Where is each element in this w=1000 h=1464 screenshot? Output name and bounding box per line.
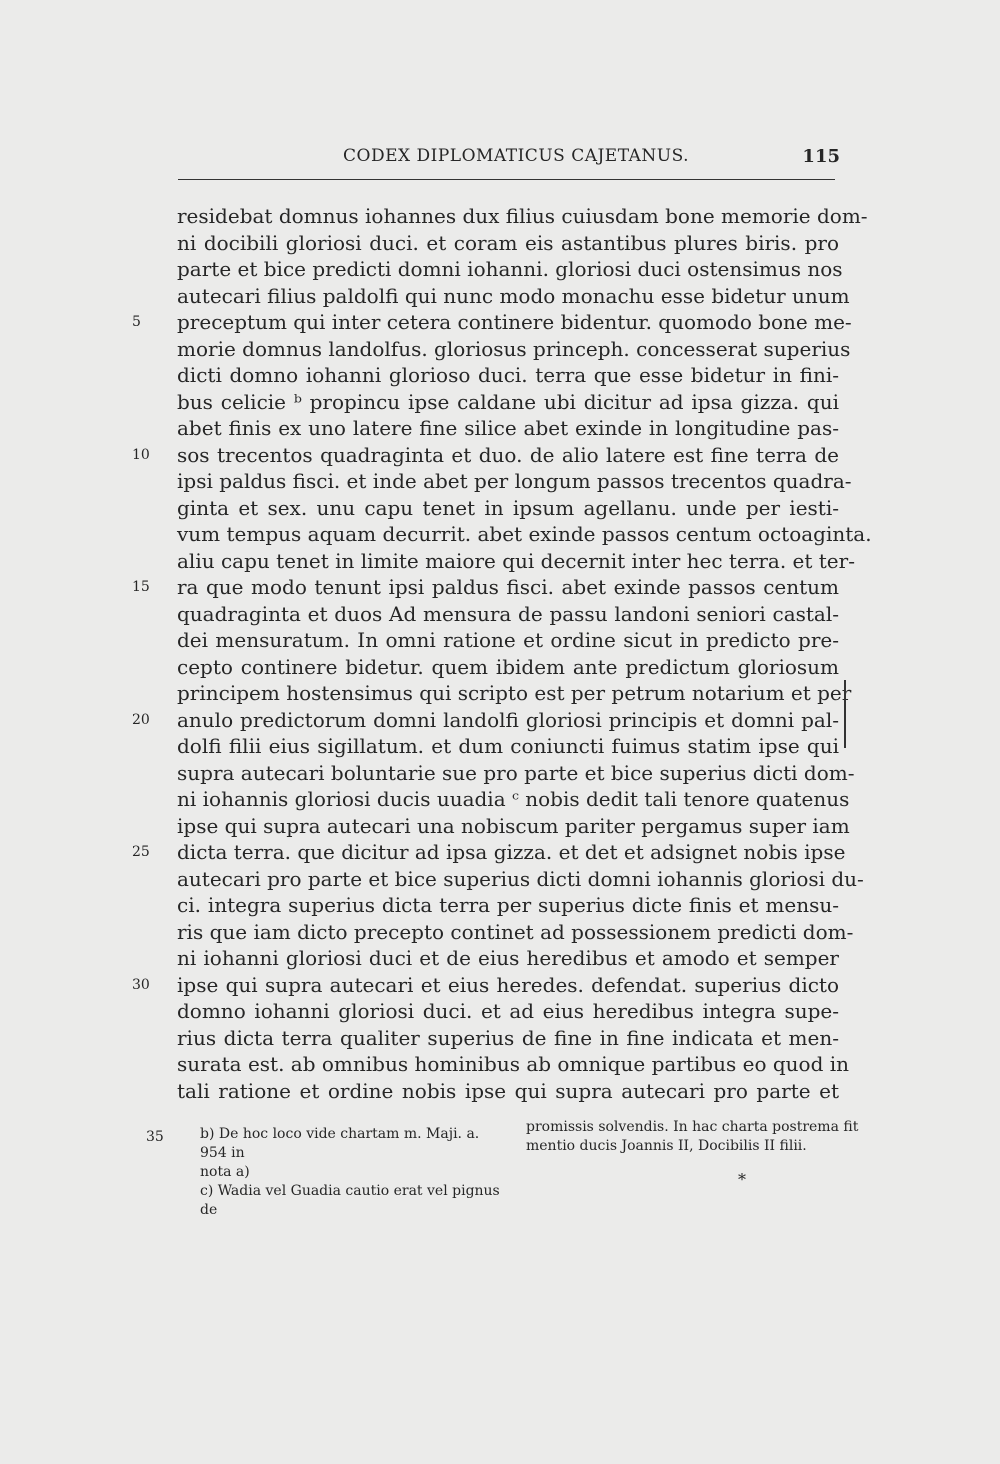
text-line: ipsi paldus fisci. et inde abet per longum passos trecentos quadra- xyxy=(177,469,852,493)
text-line: dicti domno iohanni glorioso duci. terra que esse bidetur in fini- xyxy=(177,363,839,387)
line-number-spacer xyxy=(132,919,172,946)
text-line: ipse qui supra autecari et eius heredes. defendat. superius dicto xyxy=(177,972,839,997)
text-line: autecari pro parte et bice superius dicti domni iohannis gloriosi du- xyxy=(177,866,864,891)
page-number: 115 xyxy=(802,146,840,167)
line-number-spacer xyxy=(132,256,172,283)
line-number: 30 xyxy=(132,976,150,993)
footnote-line-number: 35 xyxy=(146,1129,164,1145)
line-number-spacer xyxy=(132,998,172,1025)
line-number-spacer xyxy=(132,1051,172,1078)
line-number-spacer xyxy=(132,283,172,310)
line-number-spacer xyxy=(132,389,172,416)
text-line: supra autecari boluntarie sue pro parte et bice superius dicti dom- xyxy=(177,760,855,785)
footnote-line: nota a) xyxy=(200,1164,250,1180)
text-line: dolfi filii eius sigillatum. et dum coniuncti fuimus statim ipse qui xyxy=(177,734,839,758)
text-line: abet finis ex uno latere fine silice abet exinde in longitudine pas- xyxy=(177,416,839,440)
line-number-spacer xyxy=(132,813,172,840)
footnote-line: c) Wadia vel Guadia cautio erat vel pignus de xyxy=(200,1183,500,1218)
text-line: anulo predictorum domni landolfi gloriosi principis et domni pal- xyxy=(177,707,839,732)
line-number-spacer xyxy=(132,627,172,654)
line-number-spacer xyxy=(132,548,172,575)
footnotes-column-1 xyxy=(200,1125,500,1220)
text-line: dei mensuratum. In omni ratione et ordine sicut in predicto pre- xyxy=(177,628,839,652)
line-number-spacer xyxy=(132,521,172,548)
line-number-spacer xyxy=(132,786,172,813)
line-number: 5 xyxy=(132,314,141,330)
line-number: 20 xyxy=(132,711,150,728)
text-line: morie domnus landolfus. gloriosus princeph. concesserat superius xyxy=(177,336,851,361)
line-number-spacer xyxy=(132,495,172,522)
footnote-line: promissis solvendis. In hac charta postrema fit xyxy=(526,1119,859,1135)
line-number-spacer xyxy=(132,733,172,760)
line-number-spacer xyxy=(132,945,172,972)
line-number: 25 xyxy=(132,844,150,860)
line-number-spacer xyxy=(132,680,172,707)
line-number-spacer xyxy=(132,336,172,363)
text-line: cepto continere bidetur. quem ibidem ante predictum gloriosum xyxy=(177,654,839,679)
body-text xyxy=(177,203,872,1104)
text-line: vum tempus aquam decurrit. abet exinde passos centum octoaginta. xyxy=(177,522,872,546)
line-number-column xyxy=(132,203,172,1104)
line-number-spacer xyxy=(132,601,172,628)
text-line: preceptum qui inter cetera continere bidentur. quomodo bone me- xyxy=(177,310,852,334)
line-number-spacer xyxy=(132,654,172,681)
ornament-asterisk: * xyxy=(738,1170,746,1189)
text-line: tali ratione et ordine nobis ipse qui supra autecari pro parte et xyxy=(177,1078,839,1103)
line-number-spacer xyxy=(132,866,172,893)
footnotes-column-2 xyxy=(526,1118,859,1156)
running-header-title: CODEX DIPLOMATICUS CAJETANUS. xyxy=(343,146,690,166)
text-line: aliu capu tenet in limite maiore qui decernit inter hec terra. et ter- xyxy=(177,548,855,573)
text-line: ni docibili gloriosi duci. et coram eis astantibus plures biris. pro xyxy=(177,230,839,255)
line-number-spacer xyxy=(132,203,172,230)
text-line: ginta et sex. unu capu tenet in ipsum agellanu. unde per iesti- xyxy=(177,495,839,520)
line-number-spacer xyxy=(132,415,172,442)
margin-mark xyxy=(844,680,850,748)
header-rule xyxy=(178,179,835,180)
line-number-spacer xyxy=(132,230,172,257)
text-line: domno iohanni gloriosi duci. et ad eius heredibus integra supe- xyxy=(177,999,839,1023)
text-line: ra que modo tenunt ipsi paldus fisci. abet exinde passos centum xyxy=(177,575,839,599)
text-line: ni iohanni gloriosi duci et de eius heredibus et amodo et semper xyxy=(177,946,839,970)
text-line: rius dicta terra qualiter superius de fine in fine indicata et men- xyxy=(177,1025,839,1050)
text-line: sos trecentos quadraginta et duo. de alio latere est fine terra de xyxy=(177,442,839,467)
line-number-spacer xyxy=(132,362,172,389)
text-line: ris que iam dicto precepto continet ad possessionem predicti dom- xyxy=(177,919,854,944)
line-number-spacer xyxy=(132,468,172,495)
text-line: autecari filius paldolfi qui nunc modo monachu esse bidetur unum xyxy=(177,283,850,308)
text-line: residebat domnus iohannes dux filius cuiusdam bone memorie dom- xyxy=(177,204,868,228)
text-line: ni iohannis gloriosi ducis uuadia ᶜ nobis dedit tali tenore quatenus xyxy=(177,787,850,811)
text-line: dicta terra. que dicitur ad ipsa gizza. et det et adsignet nobis ipse xyxy=(177,840,846,864)
text-line: quadraginta et duos Ad mensura de passu landoni seniori castal- xyxy=(177,601,839,626)
text-line: surata est. ab omnibus hominibus ab omnique partibus eo quod in xyxy=(177,1052,850,1076)
text-line: ipse qui supra autecari una nobiscum pariter pergamus super iam xyxy=(177,813,850,838)
line-number-spacer xyxy=(132,760,172,787)
line-number: 15 xyxy=(132,579,150,595)
text-line: parte et bice predicti domni iohanni. gloriosi duci ostensimus nos xyxy=(177,257,843,281)
text-line: bus celicie ᵇ propincu ipse caldane ubi dicitur ad ipsa gizza. qui xyxy=(177,389,839,414)
line-number-spacer xyxy=(132,892,172,919)
line-number-spacer xyxy=(132,1078,172,1105)
text-line: principem hostensimus qui scripto est per petrum notarium et per xyxy=(177,681,852,705)
text-line: ci. integra superius dicta terra per superius dicte finis et mensu- xyxy=(177,893,839,917)
footnote-line: b) De hoc loco vide chartam m. Maji. a. 954 in xyxy=(200,1126,480,1161)
line-number: 10 xyxy=(132,446,150,463)
line-number-spacer xyxy=(132,1025,172,1052)
footnote-line: mentio ducis Joannis II, Docibilis II filii. xyxy=(526,1138,807,1154)
